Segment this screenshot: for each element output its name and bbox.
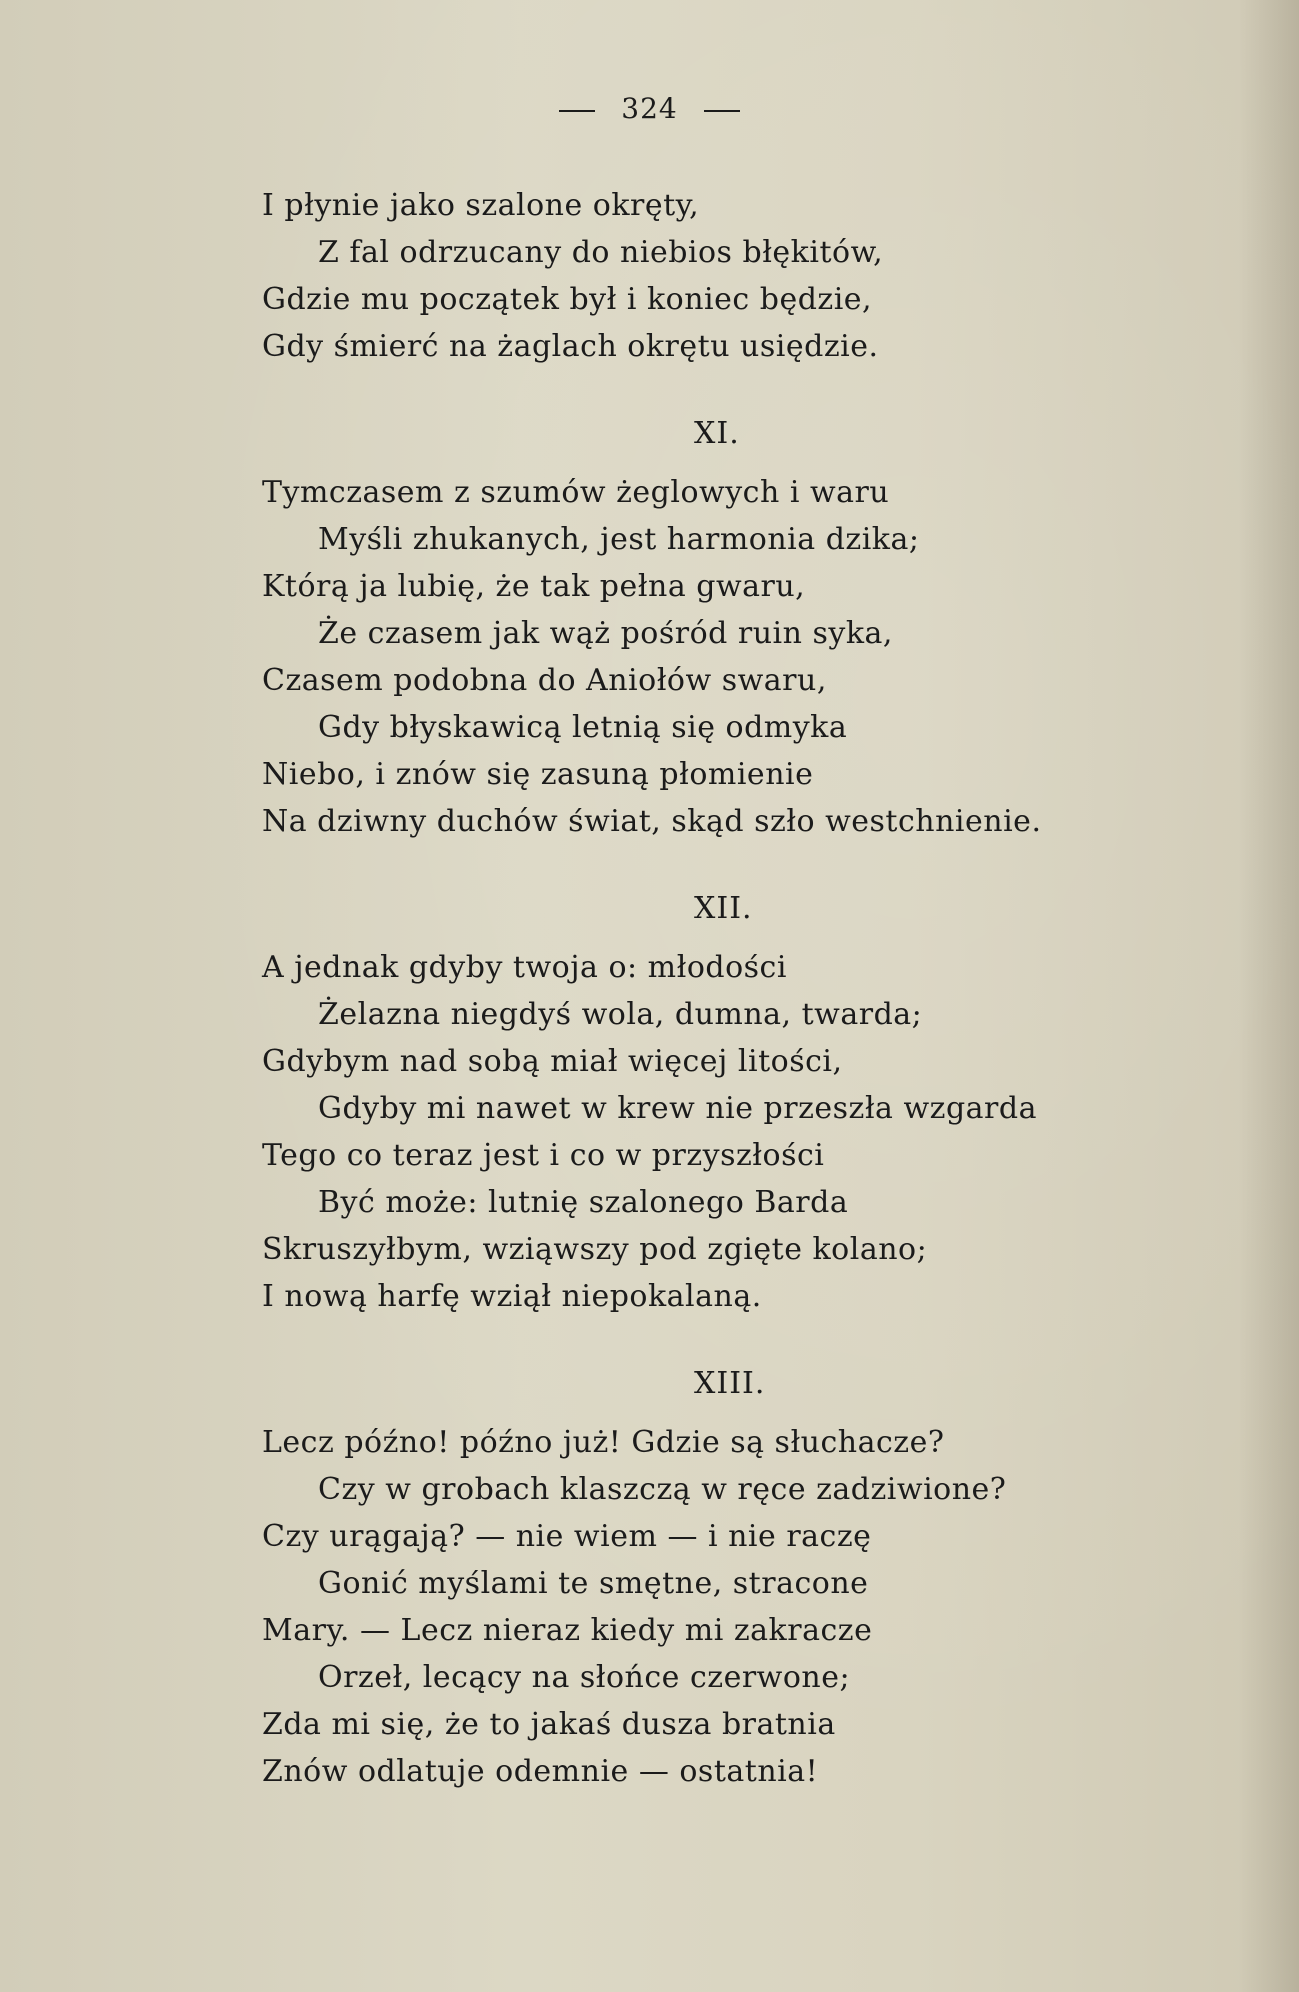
verse-line: Czy urągają? — nie wiem — i nie raczę xyxy=(262,1519,872,1554)
verse-line: Na dziwny duchów świat, skąd szło westchnienie. xyxy=(262,804,1042,839)
verse-line: Skruszyłbym, wziąwszy pod zgięte kolano; xyxy=(262,1232,928,1267)
verse-line: Mary. — Lecz nieraz kiedy mi zakracze xyxy=(262,1613,873,1648)
verse-line: Orzeł, lecący na słońce czerwone; xyxy=(318,1660,851,1695)
verse-line: Zda mi się, że to jakaś dusza bratnia xyxy=(262,1707,836,1742)
verse-line: I nową harfę wziął niepokalaną. xyxy=(262,1279,762,1314)
stanza-heading: XI. xyxy=(694,416,740,451)
verse-line: Lecz późno! późno już! Gdzie są słuchacze? xyxy=(262,1425,945,1460)
verse-line: Gdybym nad sobą miał więcej litości, xyxy=(262,1044,843,1079)
verse-line: Niebo, i znów się zasuną płomienie xyxy=(262,757,814,792)
verse-line: Gonić myślami te smętne, stracone xyxy=(318,1566,869,1601)
verse-line: Gdzie mu początek był i koniec będzie, xyxy=(262,282,873,317)
poem-text xyxy=(262,182,1162,1795)
verse-line: Być może: lutnię szalonego Barda xyxy=(318,1185,849,1220)
verse-line: I płynie jako szalone okręty, xyxy=(262,188,700,223)
dash-right xyxy=(704,110,740,112)
verse-line: Gdy śmierć na żaglach okrętu usiędzie. xyxy=(262,329,879,364)
verse-line: Którą ja lubię, że tak pełna gwaru, xyxy=(262,569,806,604)
stanza xyxy=(262,410,1162,845)
verse-line: Z fal odrzucany do niebios błękitów, xyxy=(318,235,884,270)
verse-line: Czasem podobna do Aniołów swaru, xyxy=(262,663,827,698)
page-number-value: 324 xyxy=(621,92,678,125)
verse-line: Żelazna niegdyś wola, dumna, twarda; xyxy=(318,997,923,1032)
verse-line: Tymczasem z szumów żeglowych i waru xyxy=(262,475,890,510)
verse-line: Gdyby mi nawet w krew nie przeszła wzgarda xyxy=(318,1091,1037,1126)
stanza xyxy=(262,1360,1162,1795)
verse-line: Gdy błyskawicą letnią się odmyka xyxy=(318,710,848,745)
verse-line: A jednak gdyby twoja o: młodości xyxy=(262,950,787,985)
verse-line: Tego co teraz jest i co w przyszłości xyxy=(262,1138,825,1173)
verse-line: Myśli zhukanych, jest harmonia dzika; xyxy=(318,522,920,557)
verse-line: Znów odlatuje odemnie — ostatnia! xyxy=(262,1754,819,1789)
stanza xyxy=(262,885,1162,1320)
dash-left xyxy=(559,110,595,112)
stanza xyxy=(262,182,1162,370)
verse-line: Czy w grobach klaszczą w ręce zadziwione? xyxy=(318,1472,1007,1507)
verse-line: Że czasem jak wąż pośród ruin syka, xyxy=(318,616,893,651)
page-number xyxy=(0,92,1299,125)
stanza-heading: XII. xyxy=(694,891,753,926)
stanza-heading: XIII. xyxy=(694,1366,766,1401)
